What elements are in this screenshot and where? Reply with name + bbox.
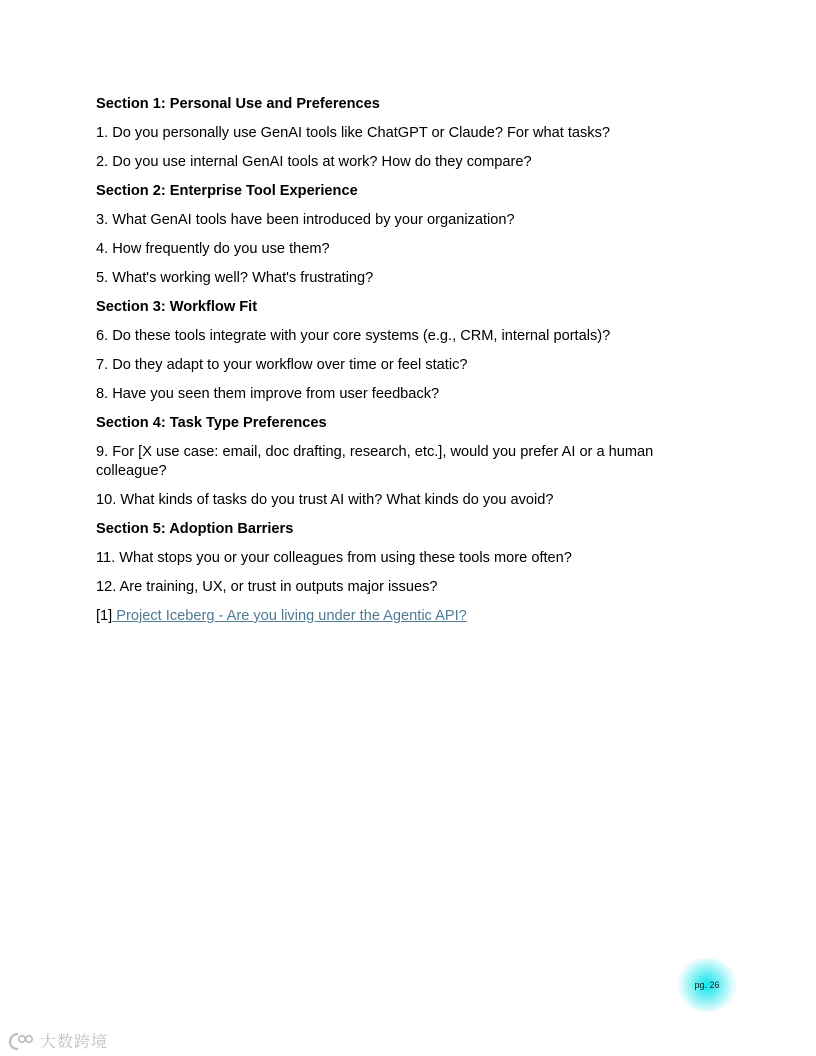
question-item: 3. What GenAI tools have been introduced by your organization?: [96, 212, 515, 228]
question-item: 5. What's working well? What's frustrating?: [96, 270, 374, 286]
question-item: 2. Do you use internal GenAI tools at work? How do they compare?: [96, 154, 532, 170]
question-list: [96, 95, 696, 597]
watermark: [8, 1029, 108, 1052]
footnote-link[interactable]: Project Iceberg - Are you living under the Agentic API?: [112, 608, 467, 624]
footnote: [96, 607, 696, 626]
question-item: 6. Do these tools integrate with your core systems (e.g., CRM, internal portals)?: [96, 328, 611, 344]
watermark-text: 大数跨境: [40, 1032, 109, 1051]
question-item: 9. For [X use case: email, doc drafting, research, etc.], would you prefer AI or a human colleague?: [96, 444, 654, 479]
question-item: 7. Do they adapt to your workflow over time or feel static?: [96, 357, 468, 373]
section-heading: Section 3: Workflow Fit: [96, 299, 258, 315]
page-number-label: pg. 26: [694, 980, 720, 990]
question-item: 10. What kinds of tasks do you trust AI with? What kinds do you avoid?: [96, 492, 554, 508]
watermark-logo-icon: [8, 1031, 36, 1051]
page-number-badge: [678, 958, 736, 1012]
section-heading: Section 5: Adoption Barriers: [96, 521, 294, 537]
section-heading: Section 4: Task Type Preferences: [96, 415, 327, 431]
question-item: 11. What stops you or your colleagues from using these tools more often?: [96, 550, 572, 566]
question-item: 4. How frequently do you use them?: [96, 241, 330, 257]
section-heading: Section 2: Enterprise Tool Experience: [96, 183, 358, 199]
section-heading: Section 1: Personal Use and Preferences: [96, 96, 380, 112]
question-item: 12. Are training, UX, or trust in outputs major issues?: [96, 579, 438, 595]
question-item: 8. Have you seen them improve from user feedback?: [96, 386, 440, 402]
document-body: [96, 95, 696, 626]
question-item: 1. Do you personally use GenAI tools like ChatGPT or Claude? For what tasks?: [96, 125, 611, 141]
footnote-marker: [1]: [96, 608, 113, 624]
